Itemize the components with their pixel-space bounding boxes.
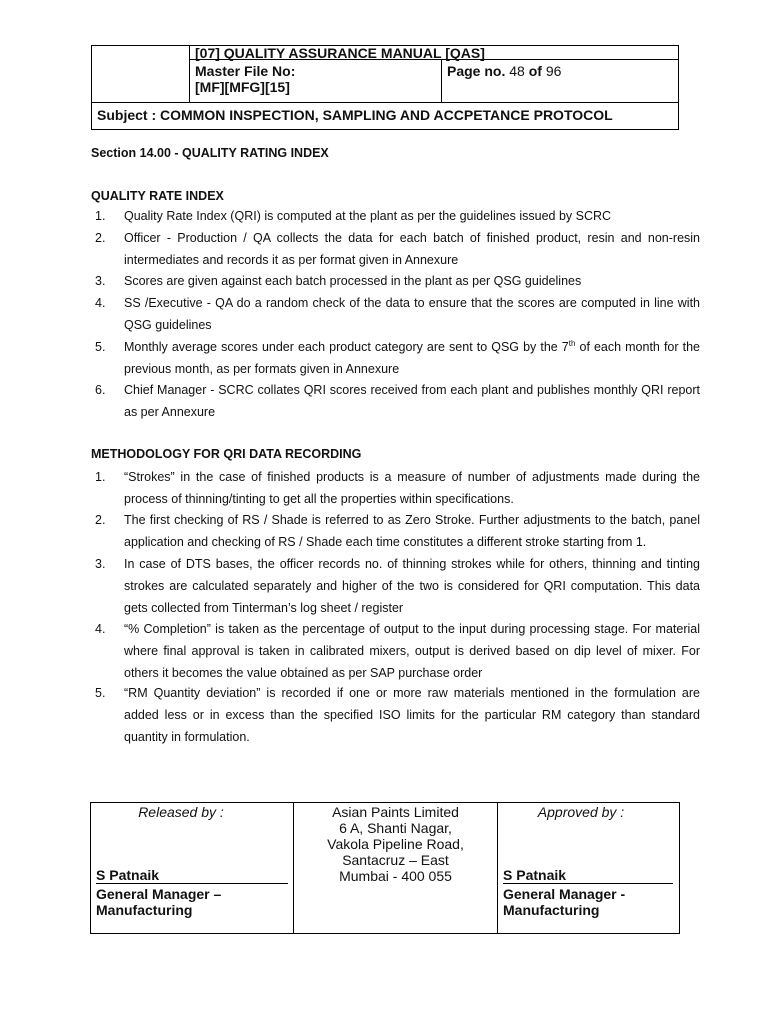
list-item-text: The first checking of RS / Shade is referred to as Zero Stroke. Further adjustments to the batch, panel xyxy=(124,513,700,527)
subject-line: Subject : COMMON INSPECTION, SAMPLING AND ACCPETANCE PROTOCOL xyxy=(97,107,613,123)
page-total: 96 xyxy=(545,63,562,79)
footer-divider-vertical-2 xyxy=(497,803,498,933)
list-item xyxy=(124,618,700,684)
list-item xyxy=(124,682,700,748)
approved-signature-line xyxy=(503,883,673,884)
released-by-label: Released by : xyxy=(138,804,224,820)
list-item xyxy=(124,509,700,553)
list-item-number: 2. xyxy=(95,231,106,245)
list-item-text-part: of each month for the xyxy=(575,340,700,354)
list-item-text: “RM Quantity deviation” is recorded if one or more raw materials mentioned in the formulation are xyxy=(124,686,700,700)
list-item-number: 2. xyxy=(95,513,106,527)
qri-heading: QUALITY RATE INDEX xyxy=(91,189,224,203)
list-item-text xyxy=(124,336,700,358)
list-item-text: application and checking of RS / Shade each time constitutes a different stroke starting from 1. xyxy=(124,535,647,549)
list-item-text: QSG guidelines xyxy=(124,318,212,332)
list-item-text: “% Completion” is taken as the percentage of output to the input during processing stage. For material xyxy=(124,622,700,636)
list-item-number: 1. xyxy=(95,470,106,484)
list-item xyxy=(124,336,700,380)
page-of-label: of xyxy=(528,63,542,79)
list-item-text-part: Monthly average scores under each product category are sent to QSG by the 7 xyxy=(124,340,569,354)
released-by-name: S Patnaik xyxy=(96,867,160,883)
ordinal-superscript: th xyxy=(568,338,576,348)
document-header-table xyxy=(91,45,679,130)
released-by-title-line1: General Manager – xyxy=(96,886,222,902)
list-item xyxy=(124,227,700,271)
list-item-text: SS /Executive - QA do a random check of the data to ensure that the scores are computed in line with xyxy=(124,296,700,310)
list-item-text: Quality Rate Index (QRI) is computed at the plant as per the guidelines issued by SCRC xyxy=(124,209,612,223)
header-divider-vertical-2 xyxy=(441,59,442,102)
released-by-title-line2: Manufacturing xyxy=(96,902,193,918)
list-item-number: 4. xyxy=(95,296,106,310)
list-item-text: as per Annexure xyxy=(124,405,216,419)
list-item-text: gets collected from Tinterman’s log sheet / register xyxy=(124,601,404,615)
list-item-text: quantity in formulation. xyxy=(124,730,250,744)
release-approval-table xyxy=(90,802,680,934)
section-title: Section 14.00 - QUALITY RATING INDEX xyxy=(91,146,329,160)
master-file-label: Master File No: xyxy=(195,63,296,79)
list-item-number: 1. xyxy=(95,209,106,223)
approved-by-name: S Patnaik xyxy=(503,867,567,883)
list-item xyxy=(124,379,700,423)
list-item-text: Scores are given against each batch processed in the plant as per QSG guidelines xyxy=(124,274,582,288)
methodology-heading: METHODOLOGY FOR QRI DATA RECORDING xyxy=(91,447,362,461)
list-item-text: added less or in excess than the specified ISO limits for the particular RM category than standard xyxy=(124,708,700,722)
manual-title: [07] QUALITY ASSURANCE MANUAL [QAS] xyxy=(195,45,485,61)
approved-by-label: Approved by : xyxy=(537,804,625,820)
page-number-field xyxy=(447,63,561,79)
list-item xyxy=(124,270,700,292)
page-label: Page no. xyxy=(447,63,506,79)
company-address-line: 6 A, Shanti Nagar, xyxy=(339,820,452,836)
list-item-number: 5. xyxy=(95,686,106,700)
list-item xyxy=(124,205,700,227)
list-item-text: In case of DTS bases, the officer records no. of thinning strokes while for others, thinning and tinting xyxy=(124,557,700,571)
released-signature-line xyxy=(96,883,288,884)
company-address-line: Asian Paints Limited xyxy=(332,804,459,820)
header-divider-vertical-1 xyxy=(189,46,190,102)
list-item-text: others it becomes the value obtained as per SAP purchase order xyxy=(124,666,483,680)
header-divider-horizontal-2 xyxy=(92,102,678,103)
company-address-line: Santacruz – East xyxy=(342,852,449,868)
list-item-number: 4. xyxy=(95,622,106,636)
list-item-text: intermediates and records it as per format given in Annexure xyxy=(124,253,459,267)
list-item xyxy=(124,466,700,510)
page-number: 48 xyxy=(509,63,525,79)
list-item-number: 3. xyxy=(95,274,106,288)
approved-by-title-line1: General Manager - xyxy=(503,886,626,902)
list-item xyxy=(124,292,700,336)
list-item-number: 6. xyxy=(95,383,106,397)
list-item-text: where final approval is taken in calibrated mixers, output is derived based on dip level of mixer. For xyxy=(124,644,700,658)
master-file-value: [MF][MFG][15] xyxy=(195,79,290,95)
list-item-text: previous month, as per formats given in Annexure xyxy=(124,362,400,376)
list-item-text: Chief Manager - SCRC collates QRI scores received from each plant and publishes monthly QRI report xyxy=(124,383,700,397)
list-item-text: process of thinning/tinting to get all the properties within specifications. xyxy=(124,492,514,506)
company-address-line: Vakola Pipeline Road, xyxy=(327,836,464,852)
approved-by-title-line2: Manufacturing xyxy=(503,902,600,918)
list-item-text: strokes are calculated separately and higher of the two is considered for QRI computation. This data xyxy=(124,579,700,593)
list-item-text: Officer - Production / QA collects the data for each batch of finished product, resin and non-resin xyxy=(124,231,700,245)
list-item-number: 5. xyxy=(95,340,106,354)
list-item xyxy=(124,553,700,619)
list-item-text: “Strokes” in the case of finished products is a measure of number of adjustments made during the xyxy=(124,470,700,484)
company-address-line: Mumbai - 400 055 xyxy=(339,868,452,884)
list-item-number: 3. xyxy=(95,557,106,571)
